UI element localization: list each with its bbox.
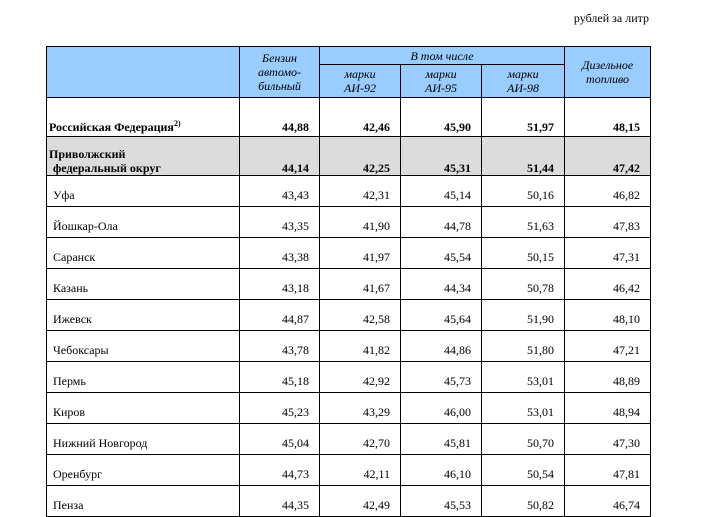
cell-gasoline: 44,87 <box>240 300 320 331</box>
cell-ai95: 46,10 <box>401 455 482 486</box>
cell-diesel: 48,10 <box>565 300 651 331</box>
cell-diesel: 47,81 <box>565 455 651 486</box>
cell-diesel: 48,89 <box>565 362 651 393</box>
cell-ai98: 50,54 <box>482 455 565 486</box>
cell-gasoline: 45,04 <box>240 424 320 455</box>
city-name: Чебоксары <box>47 331 240 362</box>
cell-ai95: 44,86 <box>401 331 482 362</box>
header-ai98: марки АИ-98 <box>482 65 565 98</box>
cell-ai92: 42,11 <box>320 455 401 486</box>
cell-diesel: 47,30 <box>565 424 651 455</box>
cell-ai98: 51,90 <box>482 300 565 331</box>
cell-diesel: 47,83 <box>565 207 651 238</box>
cell-ai98: 53,01 <box>482 393 565 424</box>
table-row <box>47 393 651 424</box>
cell-ai98: 50,15 <box>482 238 565 269</box>
city-name: Йошкар-Ола <box>47 207 240 238</box>
row-name <box>47 98 240 137</box>
header-ai92: марки АИ-92 <box>320 65 401 98</box>
cell-ai92: 41,97 <box>320 238 401 269</box>
cell-diesel: 48,94 <box>565 393 651 424</box>
cell-ai95: 45,73 <box>401 362 482 393</box>
cell-gasoline: 44,14 <box>240 137 320 176</box>
cell-ai92: 42,46 <box>320 98 401 137</box>
cell-ai98: 51,44 <box>482 137 565 176</box>
header-region-blank <box>47 47 240 98</box>
district-name-line2: федеральный округ <box>53 161 161 175</box>
table-row <box>47 300 651 331</box>
cell-gasoline: 43,35 <box>240 207 320 238</box>
city-name: Казань <box>47 269 240 300</box>
row-name <box>47 137 240 176</box>
cell-gasoline: 44,73 <box>240 455 320 486</box>
cell-gasoline: 43,43 <box>240 176 320 207</box>
cell-ai92: 42,92 <box>320 362 401 393</box>
table-row <box>47 486 651 517</box>
city-name: Уфа <box>47 176 240 207</box>
cell-gasoline: 44,88 <box>240 98 320 137</box>
cell-gasoline: 43,78 <box>240 331 320 362</box>
cell-gasoline: 45,23 <box>240 393 320 424</box>
city-name: Киров <box>47 393 240 424</box>
cell-diesel: 48,15 <box>565 98 651 137</box>
city-name: Пенза <box>47 486 240 517</box>
cell-ai92: 42,31 <box>320 176 401 207</box>
cell-ai95: 45,53 <box>401 486 482 517</box>
header-including: В том числе <box>320 47 565 65</box>
cell-ai95: 45,14 <box>401 176 482 207</box>
cell-ai98: 50,78 <box>482 269 565 300</box>
cell-ai98: 50,70 <box>482 424 565 455</box>
header-ai95: марки АИ-95 <box>401 65 482 98</box>
unit-label: рублей за литр <box>573 11 649 25</box>
cell-ai92: 41,67 <box>320 269 401 300</box>
cell-ai98: 51,63 <box>482 207 565 238</box>
footnote-marker: 2) <box>173 119 181 128</box>
cell-ai92: 41,82 <box>320 331 401 362</box>
city-name: Оренбург <box>47 455 240 486</box>
cell-ai98: 51,97 <box>482 98 565 137</box>
table-row <box>47 331 651 362</box>
federation-name: Российская Федерация <box>49 120 174 134</box>
header-diesel: Дизельное топливо <box>565 47 651 98</box>
table-row <box>47 362 651 393</box>
cell-ai95: 45,31 <box>401 137 482 176</box>
cell-ai95: 44,34 <box>401 269 482 300</box>
cell-gasoline: 43,38 <box>240 238 320 269</box>
cell-ai95: 46,00 <box>401 393 482 424</box>
cell-ai95: 44,78 <box>401 207 482 238</box>
row-volga-district <box>47 137 651 176</box>
cell-ai98: 50,16 <box>482 176 565 207</box>
city-name: Саранск <box>47 238 240 269</box>
cell-ai92: 42,25 <box>320 137 401 176</box>
cell-ai98: 50,82 <box>482 486 565 517</box>
cell-gasoline: 44,35 <box>240 486 320 517</box>
cell-ai92: 41,90 <box>320 207 401 238</box>
cell-ai92: 42,70 <box>320 424 401 455</box>
cell-diesel: 46,82 <box>565 176 651 207</box>
cell-diesel: 46,74 <box>565 486 651 517</box>
cell-ai95: 45,90 <box>401 98 482 137</box>
table-row <box>47 455 651 486</box>
cell-gasoline: 45,18 <box>240 362 320 393</box>
fuel-price-table <box>46 46 651 517</box>
table-row <box>47 238 651 269</box>
cell-ai98: 51,80 <box>482 331 565 362</box>
row-russian-federation <box>47 98 651 137</box>
table-row <box>47 424 651 455</box>
cell-ai92: 43,29 <box>320 393 401 424</box>
city-name: Нижний Новгород <box>47 424 240 455</box>
city-name: Пермь <box>47 362 240 393</box>
district-name-line1: Приволжский <box>49 147 126 161</box>
header-gasoline: Бензин автомо-бильный <box>240 47 320 98</box>
table-row <box>47 207 651 238</box>
cell-ai95: 45,81 <box>401 424 482 455</box>
cell-ai98: 53,01 <box>482 362 565 393</box>
cell-ai95: 45,64 <box>401 300 482 331</box>
table-row <box>47 176 651 207</box>
cell-ai92: 42,58 <box>320 300 401 331</box>
cell-diesel: 46,42 <box>565 269 651 300</box>
cell-gasoline: 43,18 <box>240 269 320 300</box>
cell-diesel: 47,42 <box>565 137 651 176</box>
cell-diesel: 47,31 <box>565 238 651 269</box>
cell-diesel: 47,21 <box>565 331 651 362</box>
cell-ai92: 42,49 <box>320 486 401 517</box>
cell-ai95: 45,54 <box>401 238 482 269</box>
city-name: Ижевск <box>47 300 240 331</box>
table-row <box>47 269 651 300</box>
